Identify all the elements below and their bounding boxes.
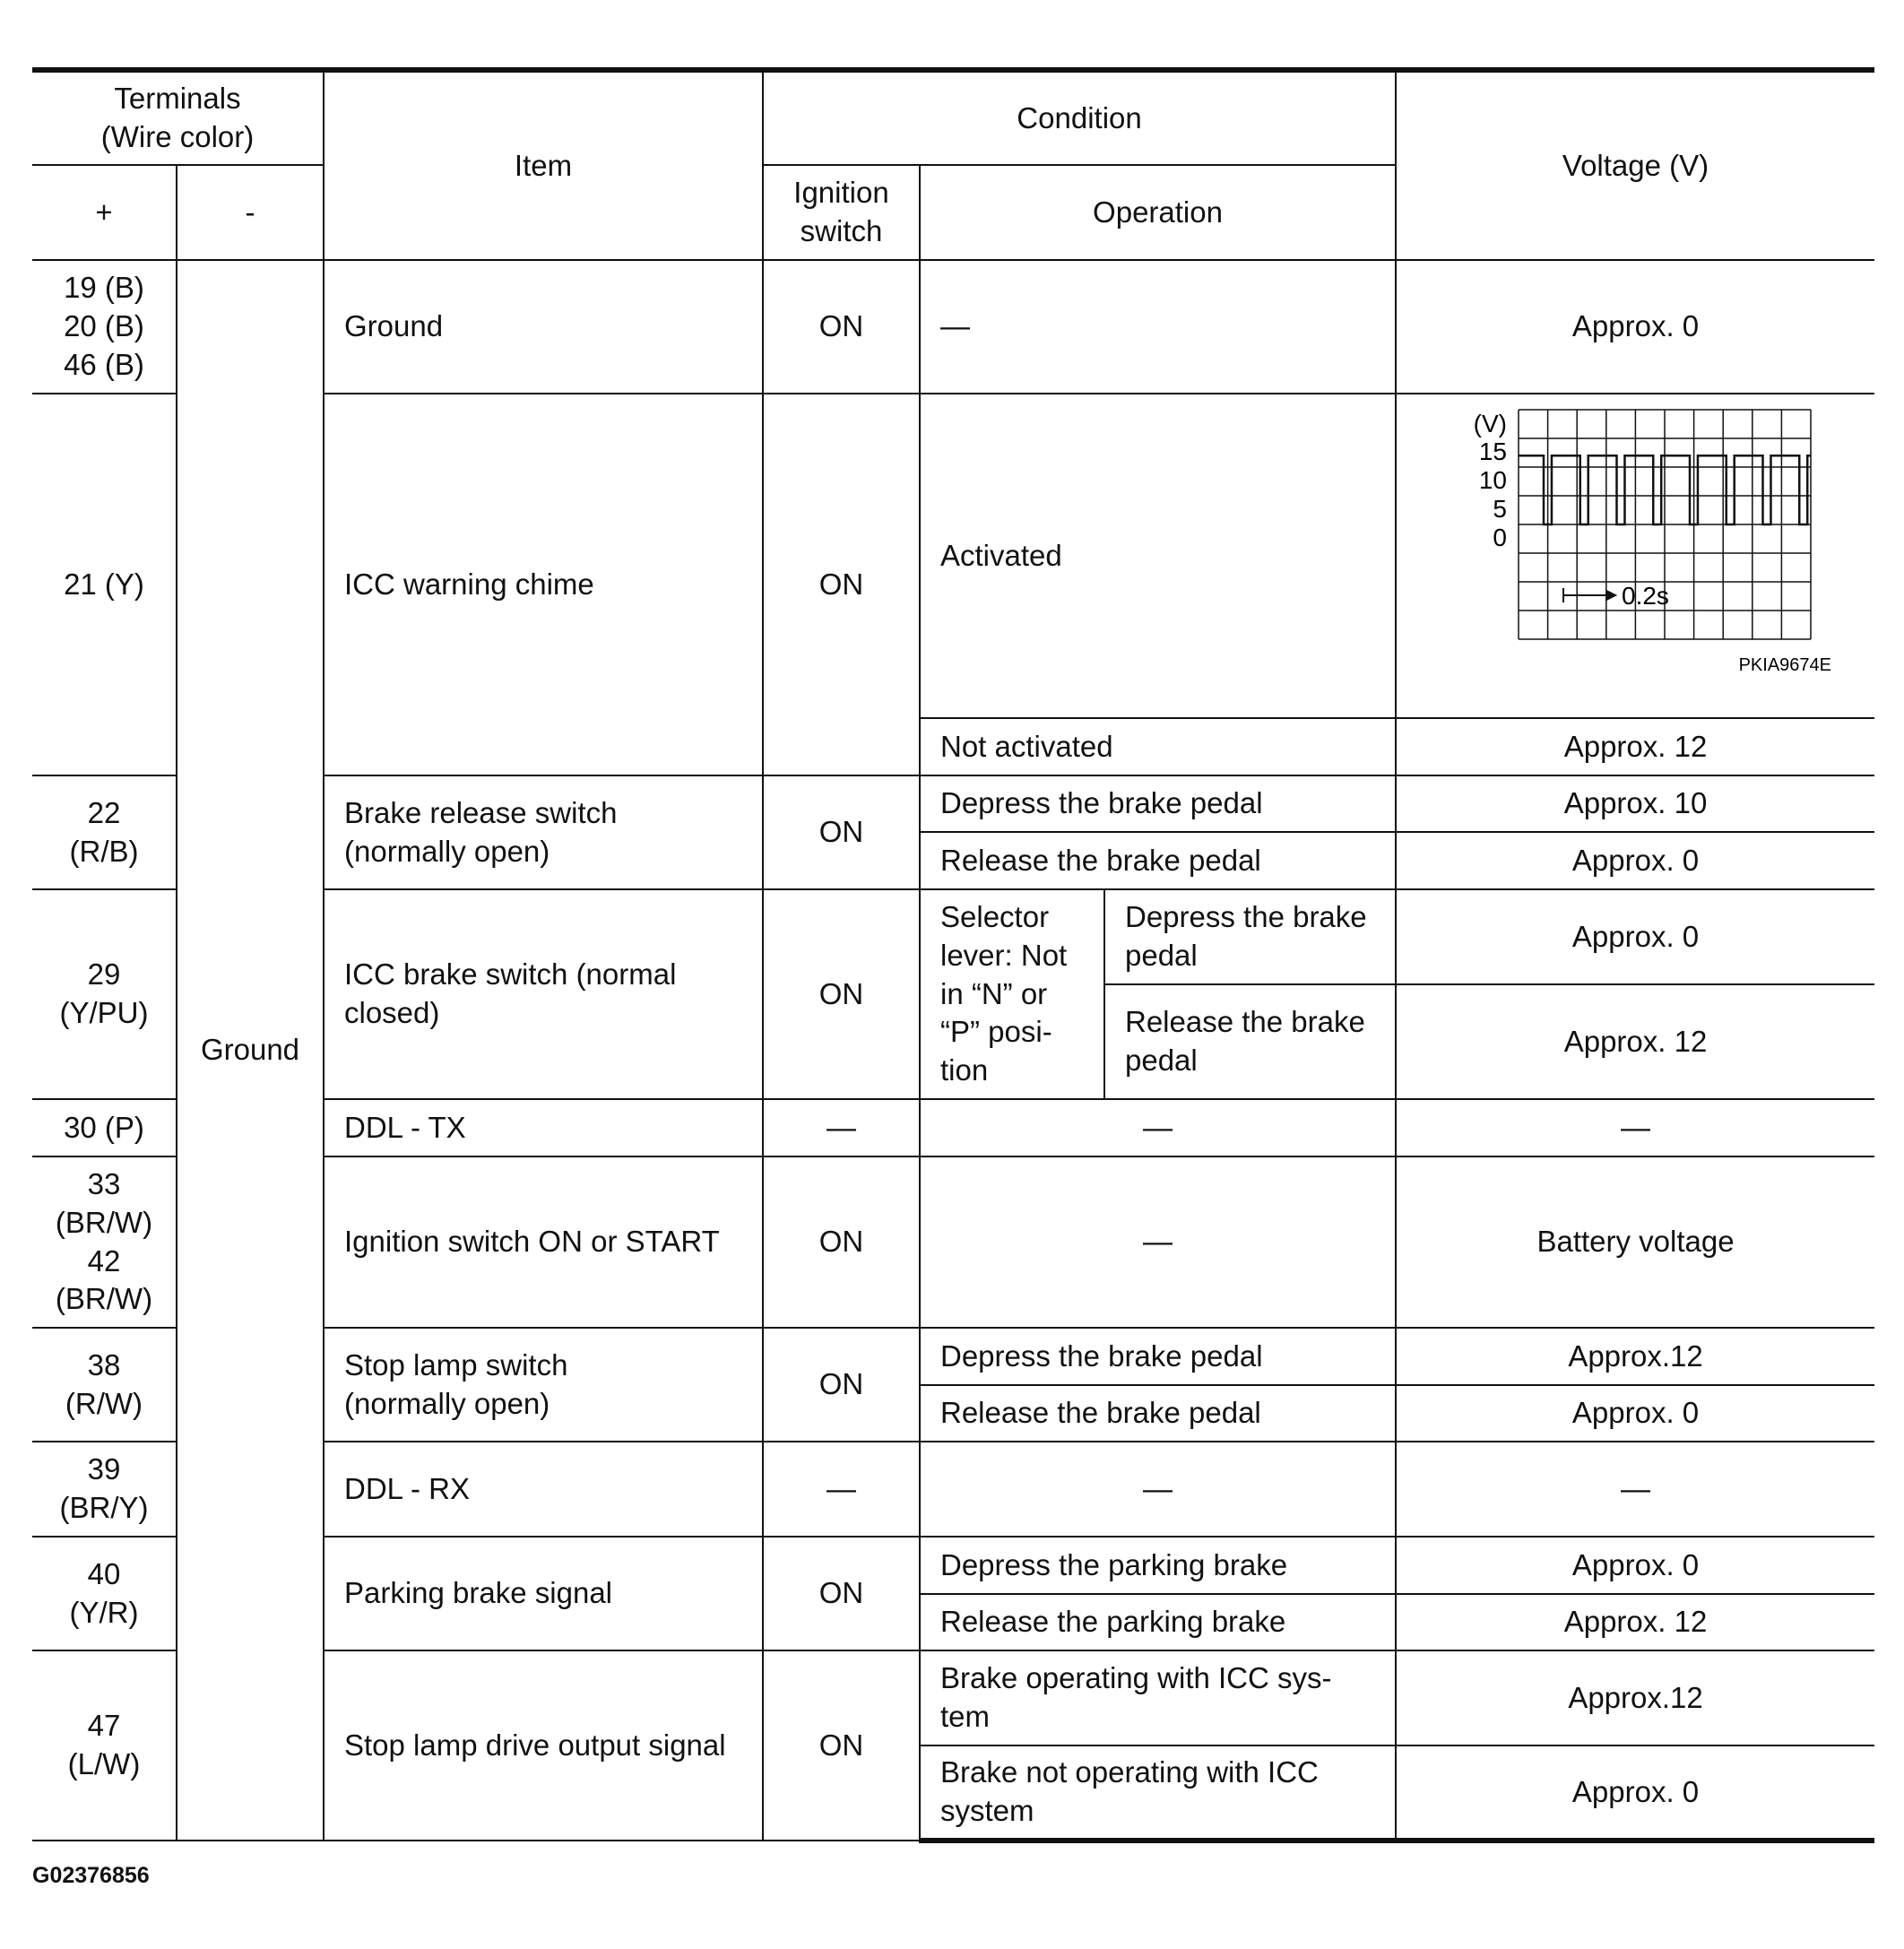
item-cell: Ignition switch ON or START [324,1156,763,1328]
operation-cell: Brake operating with ICC sys- tem [920,1650,1396,1745]
header-ignition-switch: Ignition switch [763,165,920,260]
ignition-cell: ON [763,394,920,775]
operation-cell: Release the parking brake [920,1594,1396,1650]
voltage-cell: Approx. 12 [1396,718,1874,775]
ignition-cell: ON [763,1537,920,1650]
waveform-y-tick: 15 [1478,437,1508,465]
ignition-cell: ON [763,889,920,1099]
ignition-cell: ON [763,1650,920,1841]
voltage-cell: Approx. 0 [1396,1385,1874,1442]
operation-cell: Activated [920,394,1396,718]
voltage-cell: Approx.12 [1396,1650,1874,1745]
voltage-cell: Approx. 0 [1396,1537,1874,1594]
voltage-cell: Approx. 12 [1396,1594,1874,1650]
terminal-cell: 39 (BR/Y) [32,1442,177,1537]
operation-cell: — [920,260,1396,394]
terminal-voltage-table [32,67,1874,1843]
operation-cell: Not activated [920,718,1396,775]
ignition-cell: ON [763,1328,920,1442]
waveform-y-unit: (V) [1473,410,1508,437]
voltage-cell: Battery voltage [1396,1156,1874,1328]
operation-cell: Depress the brake pedal [1104,889,1396,984]
operation-cell: — [920,1442,1396,1537]
item-cell: Stop lamp drive output signal [324,1650,763,1841]
terminal-cell: 47 (L/W) [32,1650,177,1841]
terminal-cell: 38 (R/W) [32,1328,177,1442]
ignition-cell: — [763,1442,920,1537]
waveform-y-tick: 10 [1478,466,1508,494]
operation-cell: Brake not operating with ICC system [920,1745,1396,1841]
waveform-cell [1396,394,1874,718]
operation-cell: Depress the parking brake [920,1537,1396,1594]
operation-cell: Depress the brake pedal [920,775,1396,832]
voltage-cell: — [1396,1099,1874,1156]
item-cell: ICC brake switch (normal closed) [324,889,763,1099]
time-division-label: 0.2s [1622,582,1669,610]
ignition-cell: ON [763,1156,920,1328]
item-cell: Parking brake signal [324,1537,763,1650]
operation-cell: Depress the brake pedal [920,1328,1396,1385]
terminal-cell: 40 (Y/R) [32,1537,177,1650]
operation-cell: — [920,1156,1396,1328]
voltage-cell: Approx. 10 [1396,775,1874,832]
ground-terminal-cell: Ground [177,260,324,1841]
voltage-cell: Approx.12 [1396,1328,1874,1385]
voltage-cell: Approx. 0 [1396,832,1874,889]
item-cell: Stop lamp switch (normally open) [324,1328,763,1442]
ignition-cell: ON [763,260,920,394]
terminal-cell: 21 (Y) [32,394,177,775]
header-plus: + [32,165,177,260]
voltage-cell: Approx. 0 [1396,1745,1874,1841]
header-condition: Condition [763,70,1396,165]
terminal-cell: 33 (BR/W) 42 (BR/W) [32,1156,177,1328]
time-division-marker [1563,588,1615,602]
terminal-cell: 19 (B) 20 (B) 46 (B) [32,260,177,394]
item-cell: Ground [324,260,763,394]
terminal-cell: 30 (P) [32,1099,177,1156]
ignition-cell: ON [763,775,920,889]
item-cell: DDL - RX [324,1442,763,1537]
waveform-y-tick: 0 [1493,524,1508,551]
waveform-y-tick: 5 [1493,495,1508,523]
operation-cell: Release the brake pedal [920,1385,1396,1442]
operation-cell: Release the brake pedal [920,832,1396,889]
header-operation: Operation [920,165,1396,260]
image-id: G02376856 [32,1863,150,1888]
voltage-cell: Approx. 0 [1396,260,1874,394]
header-terminals: Terminals (Wire color) [32,70,324,165]
selector-lever-condition: Selector lever: Not in “N” or “P” posi- tion [920,889,1104,1099]
operation-cell: — [920,1099,1396,1156]
figure-id: PKIA9674E [1738,655,1832,675]
terminal-cell: 29 (Y/PU) [32,889,177,1099]
voltage-cell: Approx. 12 [1396,984,1874,1099]
item-cell: DDL - TX [324,1099,763,1156]
header-voltage: Voltage (V) [1396,70,1874,260]
item-cell: Brake release switch (normally open) [324,775,763,889]
oscilloscope-waveform [1397,395,1875,716]
voltage-cell: Approx. 0 [1396,889,1874,984]
voltage-cell: — [1396,1442,1874,1537]
operation-cell: Release the brake pedal [1104,984,1396,1099]
header-item: Item [324,70,763,260]
item-cell: ICC warning chime [324,394,763,775]
terminal-cell: 22 (R/B) [32,775,177,889]
ignition-cell: — [763,1099,920,1156]
header-minus: - [177,165,324,260]
